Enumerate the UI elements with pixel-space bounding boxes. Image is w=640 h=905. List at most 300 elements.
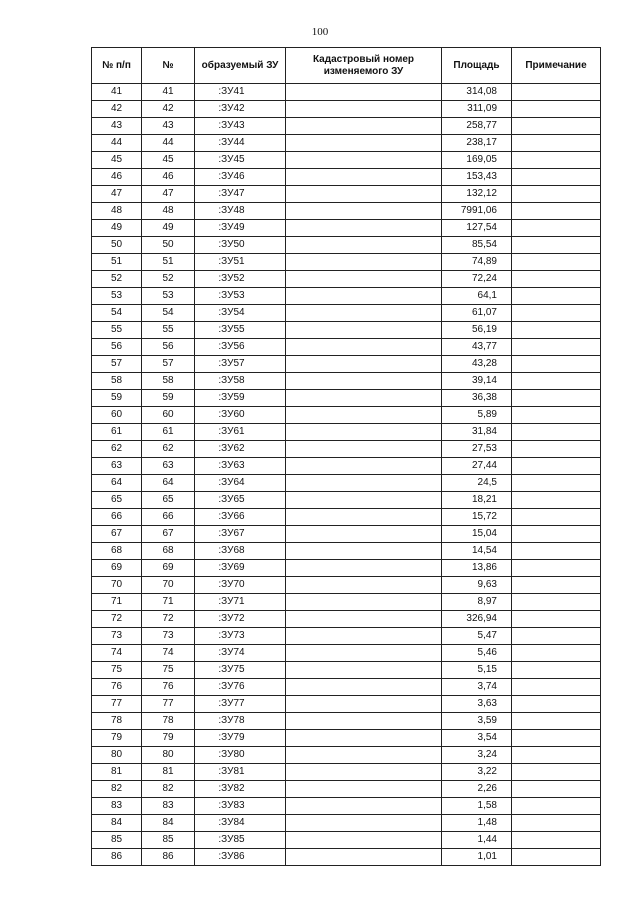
cell-formed-plot: :ЗУ42 [195,101,286,118]
cell-cadastral-number [286,101,442,118]
cell-formed-plot: :ЗУ86 [195,849,286,866]
cell-note [512,101,601,118]
cell-note [512,696,601,713]
cell-formed-plot: :ЗУ73 [195,628,286,645]
cell-area: 1,44 [442,832,512,849]
cell-row-number: 42 [92,101,142,118]
cell-cadastral-number [286,118,442,135]
cell-area: 14,54 [442,543,512,560]
cell-area: 314,08 [442,84,512,101]
cell-cadastral-number [286,169,442,186]
cell-number: 65 [142,492,195,509]
table-row [92,679,601,696]
cell-number: 67 [142,526,195,543]
cell-note [512,237,601,254]
cell-formed-plot: :ЗУ53 [195,288,286,305]
table-row [92,169,601,186]
cell-number: 76 [142,679,195,696]
table-row [92,305,601,322]
table-row [92,186,601,203]
cell-area: 2,26 [442,781,512,798]
cell-number: 54 [142,305,195,322]
cell-area: 13,86 [442,560,512,577]
cell-number: 44 [142,135,195,152]
cell-formed-plot: :ЗУ85 [195,832,286,849]
cell-number: 52 [142,271,195,288]
cell-formed-plot: :ЗУ56 [195,339,286,356]
cell-area: 5,46 [442,645,512,662]
table-row [92,441,601,458]
cell-area: 311,09 [442,101,512,118]
cell-row-number: 44 [92,135,142,152]
table-row [92,747,601,764]
cell-row-number: 79 [92,730,142,747]
cell-row-number: 84 [92,815,142,832]
table-row [92,594,601,611]
cell-area: 36,38 [442,390,512,407]
table-row [92,730,601,747]
cell-cadastral-number [286,305,442,322]
cell-formed-plot: :ЗУ77 [195,696,286,713]
header-formed-plot: образуемый ЗУ [195,48,286,84]
table-row [92,84,601,101]
cell-row-number: 47 [92,186,142,203]
cell-row-number: 43 [92,118,142,135]
cell-area: 3,74 [442,679,512,696]
cell-row-number: 82 [92,781,142,798]
cell-cadastral-number [286,696,442,713]
cell-note [512,424,601,441]
cell-number: 83 [142,798,195,815]
cell-row-number: 72 [92,611,142,628]
cell-row-number: 53 [92,288,142,305]
cell-cadastral-number [286,509,442,526]
table-row [92,781,601,798]
cell-formed-plot: :ЗУ55 [195,322,286,339]
land-plots-table [91,47,601,866]
table-row [92,798,601,815]
cell-note [512,254,601,271]
cell-note [512,832,601,849]
cell-row-number: 51 [92,254,142,271]
table-row [92,373,601,390]
cell-row-number: 61 [92,424,142,441]
table-row [92,339,601,356]
cell-cadastral-number [286,594,442,611]
cell-cadastral-number [286,611,442,628]
cell-area: 43,28 [442,356,512,373]
cell-cadastral-number [286,322,442,339]
cell-area: 5,47 [442,628,512,645]
cell-row-number: 62 [92,441,142,458]
cell-formed-plot: :ЗУ80 [195,747,286,764]
table-row [92,475,601,492]
cell-area: 127,54 [442,220,512,237]
cell-area: 43,77 [442,339,512,356]
cell-area: 3,22 [442,764,512,781]
cell-number: 49 [142,220,195,237]
cell-row-number: 54 [92,305,142,322]
cell-cadastral-number [286,747,442,764]
cell-formed-plot: :ЗУ52 [195,271,286,288]
cell-row-number: 73 [92,628,142,645]
cell-formed-plot: :ЗУ66 [195,509,286,526]
cell-number: 51 [142,254,195,271]
cell-cadastral-number [286,424,442,441]
cell-row-number: 50 [92,237,142,254]
table-row [92,577,601,594]
cell-cadastral-number [286,577,442,594]
cell-area: 74,89 [442,254,512,271]
cell-cadastral-number [286,356,442,373]
cell-row-number: 74 [92,645,142,662]
cell-number: 78 [142,713,195,730]
cell-note [512,186,601,203]
cell-formed-plot: :ЗУ47 [195,186,286,203]
cell-formed-plot: :ЗУ75 [195,662,286,679]
cell-row-number: 83 [92,798,142,815]
cell-number: 59 [142,390,195,407]
cell-note [512,713,601,730]
cell-cadastral-number [286,220,442,237]
cell-number: 60 [142,407,195,424]
cell-formed-plot: :ЗУ41 [195,84,286,101]
cell-area: 27,53 [442,441,512,458]
cell-formed-plot: :ЗУ82 [195,781,286,798]
cell-row-number: 41 [92,84,142,101]
cell-note [512,730,601,747]
table-row [92,407,601,424]
cell-note [512,560,601,577]
cell-area: 56,19 [442,322,512,339]
cell-row-number: 60 [92,407,142,424]
cell-number: 68 [142,543,195,560]
cell-note [512,526,601,543]
cell-area: 7991,06 [442,203,512,220]
cell-row-number: 57 [92,356,142,373]
cell-cadastral-number [286,679,442,696]
cell-cadastral-number [286,543,442,560]
cell-formed-plot: :ЗУ58 [195,373,286,390]
cell-cadastral-number [286,407,442,424]
cell-area: 72,24 [442,271,512,288]
table-row [92,101,601,118]
cell-note [512,849,601,866]
table-row [92,118,601,135]
table-row [92,543,601,560]
cell-number: 75 [142,662,195,679]
cell-row-number: 56 [92,339,142,356]
cell-formed-plot: :ЗУ65 [195,492,286,509]
cell-number: 74 [142,645,195,662]
cell-number: 69 [142,560,195,577]
cell-area: 85,54 [442,237,512,254]
cell-number: 72 [142,611,195,628]
cell-formed-plot: :ЗУ67 [195,526,286,543]
table-row [92,424,601,441]
cell-note [512,628,601,645]
table-row [92,713,601,730]
cell-formed-plot: :ЗУ61 [195,424,286,441]
cell-formed-plot: :ЗУ81 [195,764,286,781]
cell-area: 153,43 [442,169,512,186]
cell-formed-plot: :ЗУ49 [195,220,286,237]
cell-formed-plot: :ЗУ44 [195,135,286,152]
table-row [92,254,601,271]
cell-number: 81 [142,764,195,781]
cell-cadastral-number [286,781,442,798]
cell-area: 61,07 [442,305,512,322]
cell-cadastral-number [286,288,442,305]
cell-row-number: 68 [92,543,142,560]
cell-cadastral-number [286,390,442,407]
cell-note [512,458,601,475]
cell-note [512,203,601,220]
cell-area: 8,97 [442,594,512,611]
cell-cadastral-number [286,458,442,475]
table-row [92,764,601,781]
cell-number: 70 [142,577,195,594]
cell-area: 3,24 [442,747,512,764]
cell-row-number: 55 [92,322,142,339]
cell-note [512,662,601,679]
cell-formed-plot: :ЗУ45 [195,152,286,169]
cell-row-number: 67 [92,526,142,543]
cell-number: 63 [142,458,195,475]
cell-area: 132,12 [442,186,512,203]
cell-row-number: 46 [92,169,142,186]
cell-formed-plot: :ЗУ62 [195,441,286,458]
cell-cadastral-number [286,815,442,832]
cell-number: 48 [142,203,195,220]
cell-formed-plot: :ЗУ79 [195,730,286,747]
cell-note [512,152,601,169]
cell-number: 58 [142,373,195,390]
cell-cadastral-number [286,152,442,169]
table-row [92,849,601,866]
cell-number: 56 [142,339,195,356]
cell-area: 3,63 [442,696,512,713]
cell-note [512,781,601,798]
cell-number: 85 [142,832,195,849]
cell-row-number: 85 [92,832,142,849]
cell-note [512,288,601,305]
cell-note [512,764,601,781]
cell-formed-plot: :ЗУ60 [195,407,286,424]
table-row [92,526,601,543]
cell-number: 86 [142,849,195,866]
cell-row-number: 75 [92,662,142,679]
cell-number: 61 [142,424,195,441]
cell-cadastral-number [286,849,442,866]
cell-row-number: 49 [92,220,142,237]
cell-note [512,118,601,135]
cell-cadastral-number [286,645,442,662]
table-row [92,611,601,628]
cell-cadastral-number [286,441,442,458]
header-note: Примечание [512,48,601,84]
table-row [92,560,601,577]
cell-cadastral-number [286,628,442,645]
cell-formed-plot: :ЗУ46 [195,169,286,186]
cell-formed-plot: :ЗУ48 [195,203,286,220]
table-row [92,832,601,849]
cell-note [512,373,601,390]
cell-formed-plot: :ЗУ54 [195,305,286,322]
cell-formed-plot: :ЗУ69 [195,560,286,577]
cell-cadastral-number [286,373,442,390]
cell-note [512,407,601,424]
table-row [92,509,601,526]
cell-formed-plot: :ЗУ57 [195,356,286,373]
cell-area: 18,21 [442,492,512,509]
cell-number: 47 [142,186,195,203]
cell-number: 46 [142,169,195,186]
cell-cadastral-number [286,271,442,288]
table-row [92,390,601,407]
cell-area: 24,5 [442,475,512,492]
cell-number: 79 [142,730,195,747]
cell-number: 66 [142,509,195,526]
cell-row-number: 77 [92,696,142,713]
cell-row-number: 64 [92,475,142,492]
cell-area: 1,01 [442,849,512,866]
cell-cadastral-number [286,730,442,747]
header-area: Площадь [442,48,512,84]
cell-formed-plot: :ЗУ76 [195,679,286,696]
cell-cadastral-number [286,560,442,577]
cell-cadastral-number [286,713,442,730]
cell-row-number: 63 [92,458,142,475]
table-row [92,356,601,373]
cell-area: 238,17 [442,135,512,152]
cell-area: 15,04 [442,526,512,543]
header-number: № [142,48,195,84]
cell-row-number: 69 [92,560,142,577]
cell-note [512,84,601,101]
cell-area: 5,15 [442,662,512,679]
cell-row-number: 76 [92,679,142,696]
cell-note [512,492,601,509]
cell-area: 5,89 [442,407,512,424]
table-row [92,203,601,220]
cell-formed-plot: :ЗУ78 [195,713,286,730]
cell-note [512,815,601,832]
header-row-number: № п/п [92,48,142,84]
table-row [92,628,601,645]
cell-number: 43 [142,118,195,135]
cell-note [512,543,601,560]
cell-note [512,271,601,288]
table-row [92,696,601,713]
table-row [92,815,601,832]
cell-cadastral-number [286,832,442,849]
cell-number: 45 [142,152,195,169]
cell-row-number: 52 [92,271,142,288]
cell-row-number: 59 [92,390,142,407]
table-row [92,152,601,169]
cell-formed-plot: :ЗУ72 [195,611,286,628]
cell-formed-plot: :ЗУ68 [195,543,286,560]
cell-cadastral-number [286,203,442,220]
table-row [92,322,601,339]
cell-row-number: 80 [92,747,142,764]
cell-area: 64,1 [442,288,512,305]
cell-note [512,220,601,237]
cell-number: 41 [142,84,195,101]
cell-note [512,475,601,492]
cell-area: 1,58 [442,798,512,815]
cell-formed-plot: :ЗУ71 [195,594,286,611]
cell-area: 1,48 [442,815,512,832]
cell-number: 80 [142,747,195,764]
cell-cadastral-number [286,798,442,815]
cell-area: 169,05 [442,152,512,169]
cell-area: 326,94 [442,611,512,628]
cell-note [512,169,601,186]
table-row [92,220,601,237]
cell-note [512,135,601,152]
cell-row-number: 86 [92,849,142,866]
table-row [92,492,601,509]
cell-formed-plot: :ЗУ50 [195,237,286,254]
cell-cadastral-number [286,237,442,254]
header-cadastral-number: Кадастровый номер изменяемого ЗУ [286,48,442,84]
cell-note [512,441,601,458]
cell-row-number: 45 [92,152,142,169]
cell-number: 55 [142,322,195,339]
cell-area: 9,63 [442,577,512,594]
cell-cadastral-number [286,662,442,679]
cell-note [512,509,601,526]
cell-note [512,594,601,611]
cell-row-number: 48 [92,203,142,220]
cell-number: 53 [142,288,195,305]
table-row [92,288,601,305]
table-row [92,135,601,152]
cell-cadastral-number [286,764,442,781]
table-row [92,237,601,254]
cell-number: 64 [142,475,195,492]
cell-note [512,798,601,815]
cell-number: 62 [142,441,195,458]
cell-note [512,339,601,356]
cell-number: 73 [142,628,195,645]
cell-row-number: 65 [92,492,142,509]
cell-note [512,679,601,696]
cell-formed-plot: :ЗУ74 [195,645,286,662]
cell-note [512,356,601,373]
cell-number: 77 [142,696,195,713]
page-number: 100 [311,26,329,38]
cell-formed-plot: :ЗУ63 [195,458,286,475]
table-row [92,458,601,475]
cell-row-number: 71 [92,594,142,611]
cell-row-number: 81 [92,764,142,781]
cell-area: 15,72 [442,509,512,526]
table-header-row [92,48,601,84]
table-row [92,645,601,662]
cell-row-number: 66 [92,509,142,526]
cell-row-number: 70 [92,577,142,594]
cell-formed-plot: :ЗУ43 [195,118,286,135]
cell-formed-plot: :ЗУ83 [195,798,286,815]
cell-note [512,577,601,594]
cell-cadastral-number [286,492,442,509]
cell-formed-plot: :ЗУ70 [195,577,286,594]
cell-formed-plot: :ЗУ64 [195,475,286,492]
cell-area: 39,14 [442,373,512,390]
